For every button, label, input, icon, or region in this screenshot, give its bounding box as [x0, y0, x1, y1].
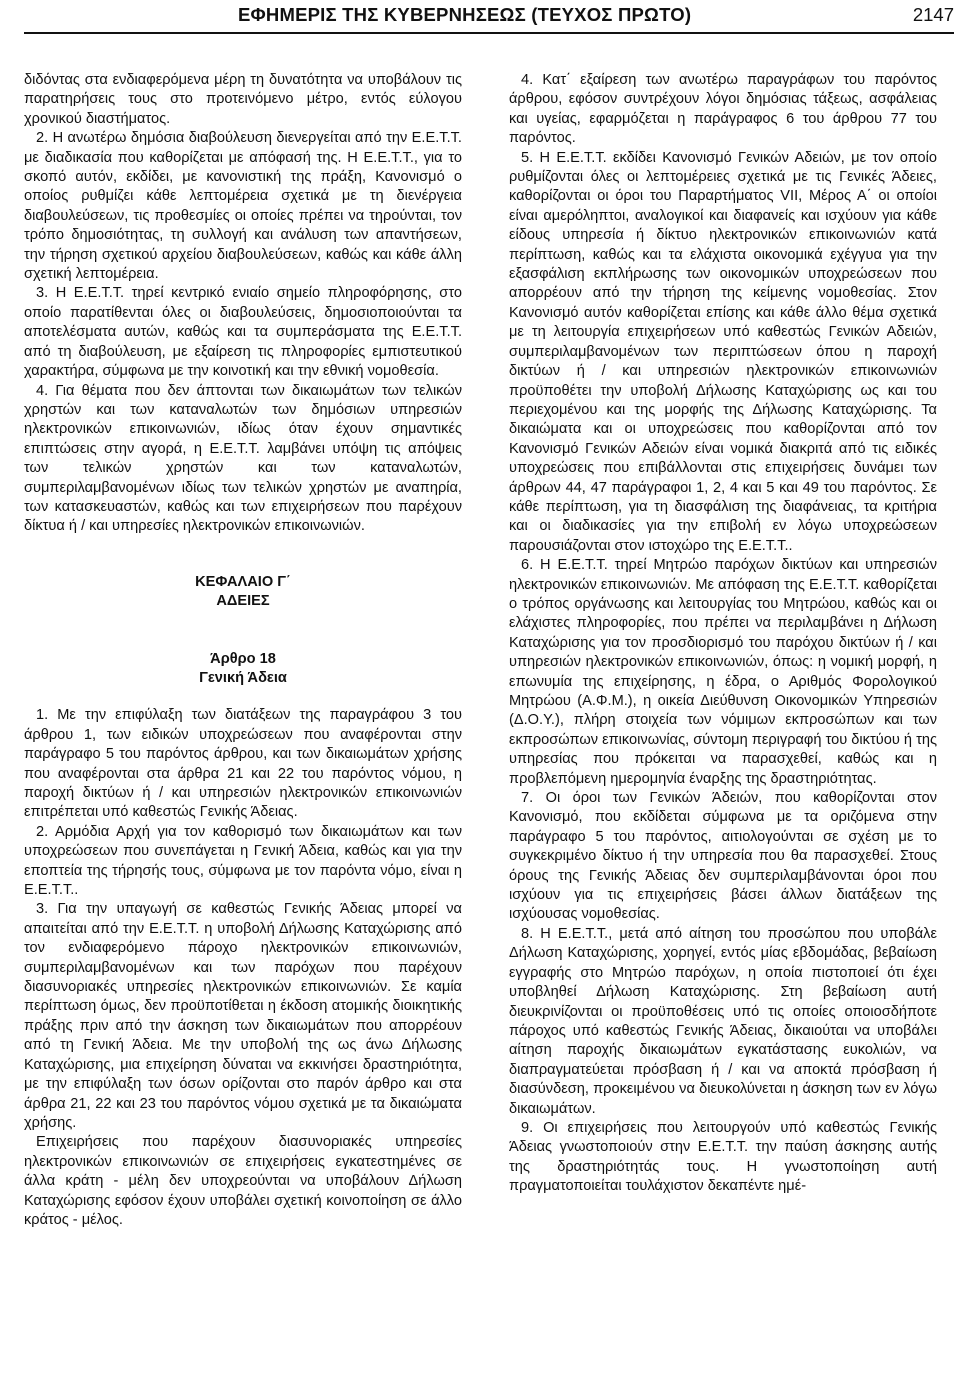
header-rule: [24, 32, 954, 34]
gazette-title: ΕΦΗΜΕΡΙΣ ΤΗΣ ΚΥΒΕΡΝΗΣΕΩΣ (ΤΕΥΧΟΣ ΠΡΩΤΟ): [238, 4, 692, 25]
paragraph: διδόντας στα ενδιαφερόμενα μέρη τη δυνατότητα να υποβάλουν τις παρατηρήσεις τους στο προτεινόμενο μέτρο, εντός εύλογου χρονικού διαστήματος.: [24, 72, 462, 127]
right-column: [509, 71, 937, 1197]
paragraph: 8. Η Ε.Ε.Τ.Τ., μετά από αίτηση του προσώπου που υποβάλε Δήλωση Καταχώρισης, χορηγεί, εντός μίας εβδομάδας, βεβαίωση εγγραφής στο Μητρώο παρόχων, η οποία πιστοποιεί ότι έχει υποβληθεί Δήλωση Καταχώρισης. Στη βεβαίωση αυτή διευκρινίζονται οι προϋποθέσεις υπό τις οποίες οποιοσδήποτε πάροχος υπό καθεστώς Γενικής Άδειας, δικαιούται να υποβάλει αίτηση παροχής δικαιωμάτων εγκατάστασης ευκολιών, να διαπραγματεύεται πρόσβαση ή / και να αποκτά πρόσβαση ή διασύνδεση, προκειμένου να διευκολύνεται η άσκηση των εν λόγω δικαιωμάτων.: [509, 925, 937, 1117]
paragraph: 3. Για την υπαγωγή σε καθεστώς Γενικής Άδειας μπορεί να απαιτείται από την Ε.Ε.Τ.Τ. η υποβολή Δήλωσης Καταχώρισης από τον ενδιαφερόμενο πάροχο ηλεκτρονικών επικοινωνιών, συμπεριλαμβανομένων και των παρόχων που παρέχουν διασυνοριακές υπηρεσίες ηλεκτρονικών επικοινωνιών. Σε καμία περίπτωση όμως, δεν προϋποτίθεται η έκδοση ατομικής διοικητικής πράξης πριν από την άσκηση των δικαιωμάτων που απορρέουν από τη Γενική Άδεια. Με την υποβολή της ως άνω Δήλωσης Καταχώρισης, μια επιχείρηση δύναται να εκκινήσει δραστηριότητα, με την επιφύλαξη των όσων ορίζονται στο παρόν άρθρο και στα άρθρα 21, 22 και 23 του παρόντος νόμου σχετικά με τα δικαιώματα χρήσης.: [24, 901, 462, 1131]
chapter-subtitle: ΑΔΕΙΕΣ: [216, 593, 270, 610]
paragraph: 5. Η Ε.Ε.Τ.Τ. εκδίδει Κανονισμό Γενικών Αδειών, με τον οποίο ρυθμίζονται όλες οι λεπτομέρειες σχετικά με τις Γενικές Άδειες, καθορίζονται οι όροι του Παραρτήματος VII, Μέρος Α΄ οι οποίοι είναι αμερόληπτοι, αναλογικοί και διαφανείς και ισχύουν για κάθε είδους υπηρεσία ή δίκτυο ηλεκτρονικών επικοινωνιών κατά περίπτωση, καθώς και τα ελάχιστα οικονομικά εχέγγυα για την εξασφάλιση εκπλήρωσης των οικονομικών υποχρεώσεων που απορρέουν από την τήρηση της κείμενης νομοθεσίας. Στον Κανονισμό αυτόν καθορίζεται επίσης και κάθε άλλο θέμα σχετικά με τη λειτουργία επιχειρήσεων υπό καθεστώς Γενικών Αδειών, συμπεριλαμβανομένων των περιπτώσεων όπου η παροχή δικτύων ή / και υπηρεσιών ηλεκτρονικών επικοινωνιών προϋποθέτει την υποβολή Δήλωσης Καταχώρισης ως και του περιεχομένου και της μορφής της Δήλωσης Καταχώρισης. Τα δικαιώματα και οι υποχρεώσεις που καθορίζονται από τον Κανονισμό Γενικών Αδειών είναι νομικά διακριτά από τις ειδικές υποχρεώσεις που επιβάλλονται στις επιχειρήσεις δυνάμει των άρθρων 44, 47 παράγραφοι 1, 2, 4 και 5 και 49 του παρόντος. Σε κάθε περίπτωση, για τη διασφάλιση της διαφάνειας, τα κριτήρια και οι διαδικασίες για την επιβολή εν λόγω υποχρεώσεων παρουσιάζονται στον ιστοχώρο της Ε.Ε.Τ.Τ..: [509, 149, 937, 554]
spacer: [24, 612, 462, 650]
paragraph: Επιχειρήσεις που παρέχουν διασυνοριακές υπηρεσίες ηλεκτρονικών επικοινωνιών σε επιχειρήσεις εγκατεστημένες σε άλλα κράτη - μέλη δεν υποχρεούνται να υποβάλουν Δήλωση Καταχώρισης εφόσον έχουν υποβάλει σχετική κοινοποίηση σε άλλο κράτος - μέλος.: [24, 1134, 462, 1228]
article-title: Γενική Άδεια: [199, 669, 287, 686]
paragraph: 4. Για θέματα που δεν άπτονται των δικαιωμάτων των τελικών χρηστών και των καταναλωτών των δημόσιων υπηρεσιών ηλεκτρονικών επικοινωνιών, ιδίως όταν έχουν σημαντικές επιπτώσεις στην αγορά, η Ε.Ε.Τ.Τ. λαμβάνει υπόψη τις απόψεις των τελικών χρηστών και των καταναλωτών, συμπεριλαμβανομένων ιδίως των τελικών χρηστών με αναπηρία, των κατασκευαστών, καθώς και των επιχειρήσεων που παρέχουν δίκτυα ή / και υπηρεσίες ηλεκτρονικών επικοινωνιών.: [24, 382, 462, 535]
paragraph: 1. Με την επιφύλαξη των διατάξεων της παραγράφου 3 του άρθρου 1, των ειδικών υποχρεώσεων που αναφέρονται στην παράγραφο 5 του παρόντος άρθρου, και των δικαιωμάτων χρήσης που αναφέρονται στα άρθρα 21 και 22 του παρόντος νόμου, η παροχή δικτύων ή / και υπηρεσιών ηλεκτρονικών επικοινωνιών επιτρέπεται υπό καθεστώς Γενικής Άδειας.: [24, 707, 462, 821]
page-header: [24, 0, 960, 30]
paragraph: 2. Η ανωτέρω δημόσια διαβούλευση διενεργείται από την Ε.Ε.Τ.Τ. με διαδικασία που καθορίζεται με απόφασή της. Η Ε.Ε.Τ.Τ., για το σκοπό αυτόν, εκδίδει, με κανονιστική της πράξη, Κανονισμό ο οποίος ρυθμίζει κάθε λεπτομέρεια σχετικά με τη διενέργεια διαβουλεύσεων, τις προθεσμίες οι οποίες πρέπει να τηρούνται, τον τρόπο δημοσιότητας, τη συλλογή και ανάλυση των απαντήσεων, την τήρηση σχετικού αρχείου διαβουλεύσεων, καθώς και κάθε άλλη σχετική λεπτομέρεια.: [24, 130, 462, 283]
chapter-title: ΚΕΦΑΛΑΙΟ Γ΄: [195, 573, 291, 590]
paragraph: 4. Κατ΄ εξαίρεση των ανωτέρω παραγράφων του παρόντος άρθρου, εφόσον συντρέχουν λόγοι δημόσιας τάξεως, ασφάλειας και υγείας, εφαρμόζεται η παράγραφος 6 του άρθρου 77 του παρόντος.: [509, 72, 937, 147]
paragraph: 2. Αρμόδια Αρχή για τον καθορισμό των δικαιωμάτων και των υποχρεώσεων που συνεπάγεται η Γενική Άδεια, καθώς και για την εποπτεία της τήρησής τους, σύμφωνα με τον παρόντα νόμο, είναι η Ε.Ε.Τ.Τ..: [24, 823, 462, 899]
spacer: [24, 537, 462, 573]
article-number: Άρθρο 18: [210, 650, 276, 667]
paragraph: 3. Η Ε.Ε.Τ.Τ. τηρεί κεντρικό ενιαίο σημείο πληροφόρησης, στο οποίο παρατίθενται όλες οι διαβουλεύσεις, δημοσιοποιούνται τα αποτελέσματα αυτών, καθώς και τα συμπεράσματα της Ε.Ε.Τ.Τ. από τη διαβούλευση, με εξαίρεση τις πληροφορίες εμπιστευτικού χαρακτήρα, σύμφωνα με την κοινοτική και την εθνική νομοθεσία.: [24, 285, 462, 380]
paragraph: 7. Οι όροι των Γενικών Άδειών, που καθορίζονται στον Κανονισμό, που εκδίδεται σύμφωνα με τα οριζόμενα στην παράγραφο 5 του παρόντος, αιτιολογούνται σε σχέση με το συγκεκριμένο δίκτυο ή την υπηρεσία που θα παρασχεθεί. Στους όρους της Γενικής Άδειας δεν συμπεριλαμβάνονται όροι που ισχύουν για τις επιχειρήσεις βάσει άλλων διατάξεων της ισχύουσας νομοθεσίας.: [509, 790, 937, 923]
left-column: [24, 71, 462, 1230]
spacer: [24, 688, 462, 706]
paragraph: 6. Η Ε.Ε.Τ.Τ. τηρεί Μητρώο παρόχων δικτύων και υπηρεσιών ηλεκτρονικών επικοινωνιών. Με απόφαση της Ε.Ε.Τ.Τ. καθορίζεται ο τρόπος οργάνωσης και λειτουργίας του Μητρώου, καθώς και οι ελάχιστες πληροφορίες, που πρέπει να περιλαμβάνει η Δήλωση Καταχώρισης για τον προσδιορισμό του παρόχου δικτύων ή / και υπηρεσιών ηλεκτρονικών επικοινωνιών, όπως: η νομική μορφή, η επωνυμία της επιχείρησης, η έδρα, ο Αριθμός Φορολογικού Μητρώου (Α.Φ.Μ.), η οικεία Διεύθυνση Οικονομικών Υπηρεσιών (Δ.Ο.Υ.), πλήρη στοιχεία των νόμιμων εκπροσώπων και των εκπροσώπων επικοινωνίας, σύντομη περιγραφή του δικτύου ή της υπηρεσίας που πρόκειται να παρασχεθεί, καθώς και η προβλεπόμενη ημερομηνία έναρξης της δραστηριότητας.: [509, 557, 937, 787]
page-number: 2147: [912, 4, 954, 25]
paragraph: 9. Οι επιχειρήσεις που λειτουργούν υπό καθεστώς Γενικής Άδειας γνωστοποιούν στην Ε.Ε.Τ.Τ. την παύση άσκησης αυτής της δραστηριότητάς τους. Η γνωστοποίηση αυτή πραγματοποιείται τουλάχιστον δεκαπέντε ημέ-: [509, 1119, 937, 1195]
